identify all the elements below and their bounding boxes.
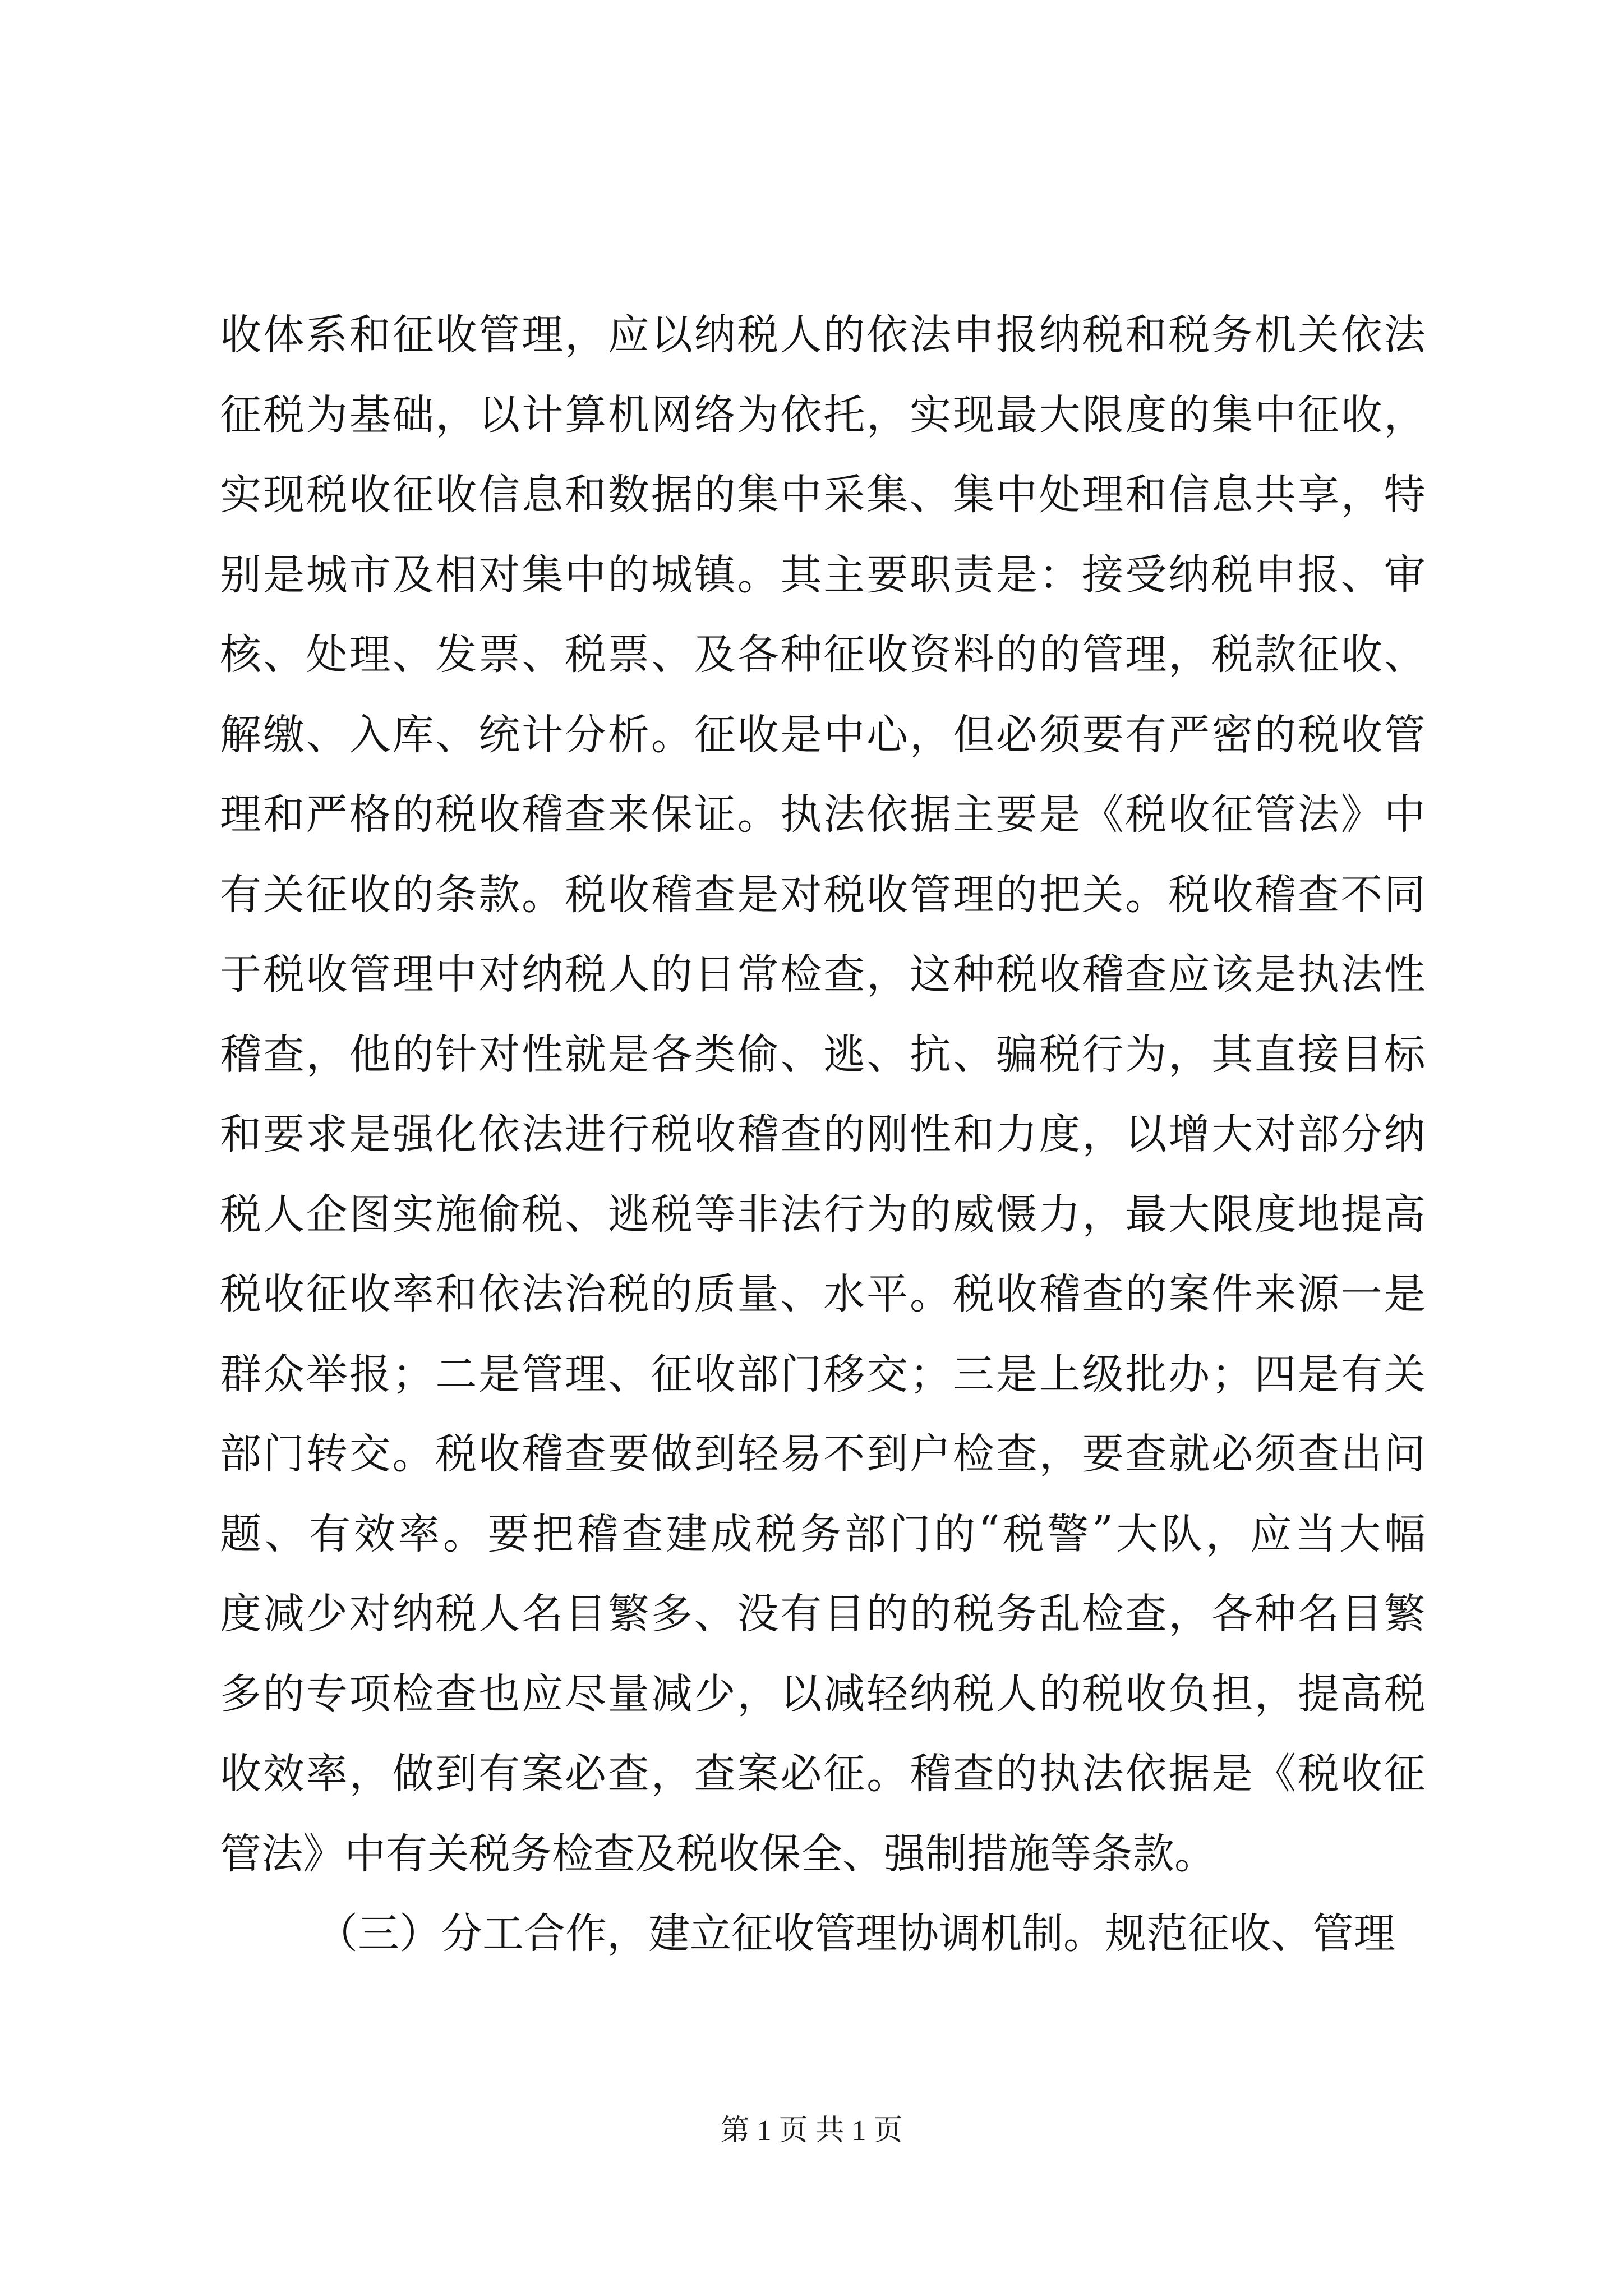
text-line: 理 和 严 格 的 税 收 稽 查 来 保 证 。 执 法 依 据 主 要 是 《 税 收 征 管 法 》 中 — [220, 790, 1426, 839]
text-line: 多 的 专 项 检 查 也 应 尽 量 减 少 ， 以 减 轻 纳 税 人 的 税 收 负 担 ， 提 高 税 — [220, 1669, 1426, 1718]
text-line: 部 门 转 交 。 税 收 稽 查 要 做 到 轻 易 不 到 户 检 查 ， 要 查 就 必 须 查 出 问 — [220, 1430, 1426, 1479]
text-line: 解 缴 、 入 库 、 统 计 分 析 。 征 收 是 中 心 ， 但 必 须 要 有 严 密 的 税 收 管 — [220, 710, 1426, 759]
text-line: 别 是 城 市 及 相 对 集 中 的 城 镇 。 其 主 要 职 责 是 ： 接 受 纳 税 申 报 、 审 — [220, 550, 1426, 599]
text-line-paragraph-end: 管法》中有关税务检查及税收保全、强制措施等条款。 — [220, 1829, 1216, 1878]
page-footer: 第 1 页 共 1 页 — [720, 2115, 903, 2147]
text-line: 题 、 有 效 率 。 要 把 稽 查 建 成 税 务 部 门 的 “ 税 警 ” 大 队 ， 应 当 大 幅 — [220, 1506, 1426, 1558]
text-line: 收 体 系 和 征 收 管 理 ， 应 以 纳 税 人 的 依 法 申 报 纳 税 和 税 务 机 关 依 法 — [220, 311, 1426, 360]
text-line: 收 效 率 ， 做 到 有 案 必 查 ， 查 案 必 征 。 稽 查 的 执 法 依 据 是 《 税 收 征 — [220, 1750, 1426, 1798]
text-line: 税 收 征 收 率 和 依 法 治 税 的 质 量 、 水 平 。 税 收 稽 查 的 案 件 来 源 一 是 — [220, 1270, 1426, 1319]
text-line: 征 税 为 基 础 ， 以 计 算 机 网 络 为 依 托 ， 实 现 最 大 限 度 的 集 中 征 收 ， — [220, 390, 1426, 439]
text-line: 实 现 税 收 征 收 信 息 和 数 据 的 集 中 采 集 、 集 中 处 理 和 信 息 共 享 ， 特 — [220, 471, 1426, 519]
text-line: 度 减 少 对 纳 税 人 名 目 繁 多 、 没 有 目 的 的 税 务 乱 检 查 ， 各 种 名 目 繁 — [220, 1590, 1426, 1639]
body-text — [220, 292, 1426, 1971]
text-line: 稽 查 ， 他 的 针 对 性 就 是 各 类 偷 、 逃 、 抗 、 骗 税 行 为 ， 其 直 接 目 标 — [220, 1030, 1426, 1079]
text-line: 和 要 求 是 强 化 依 法 进 行 税 收 稽 查 的 刚 性 和 力 度 ， 以 增 大 对 部 分 纳 — [220, 1110, 1426, 1159]
text-line: 于 税 收 管 理 中 对 纳 税 人 的 日 常 检 查 ， 这 种 税 收 稽 查 应 该 是 执 法 性 — [220, 950, 1426, 999]
text-line: 核 、 处 理 、 发 票 、 税 票 、 及 各 种 征 收 资 料 的 的 管 理 ， 税 款 征 收 、 — [220, 631, 1426, 679]
text-line: 群 众 举 报 ； 二 是 管 理 、 征 收 部 门 移 交 ； 三 是 上 级 批 办 ； 四 是 有 关 — [220, 1350, 1426, 1398]
text-line: 有 关 征 收 的 条 款 。 税 收 稽 查 是 对 税 收 管 理 的 把 关 。 税 收 稽 查 不 同 — [220, 870, 1426, 919]
text-line-section-heading: （三）分工合作，建立征收管理协调机制。规范征收、管理 — [316, 1910, 1395, 1958]
text-line: 税 人 企 图 实 施 偷 税 、 逃 税 等 非 法 行 为 的 威 慑 力 ， 最 大 限 度 地 提 高 — [220, 1190, 1426, 1239]
